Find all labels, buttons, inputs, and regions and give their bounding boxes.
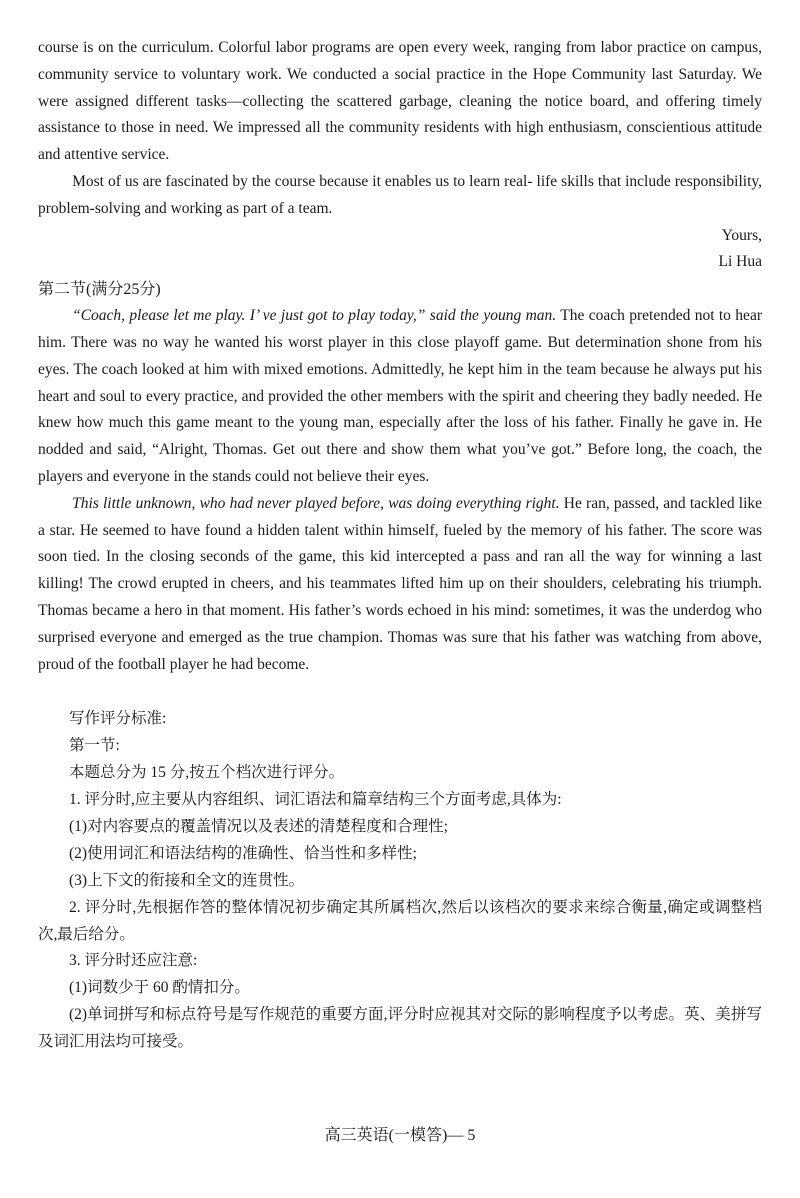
letter-paragraph-1: course is on the curriculum. Colorful labor programs are open every week, ranging from labor practice on campus, community service to voluntary work. We conducted a social practice in the Hope Community last Saturday. We were assigned different tasks—collecting the scattered garbage, cleaning the notice board, and offering timely assistance to those in need. We impressed all the community residents with high enthusiasm, conscientious attitude and attentive service. xyxy=(38,39,762,164)
criteria-rule-1: 1. 评分时,应主要从内容组织、词汇语法和篇章结构三个方面考虑,具体为: xyxy=(69,791,562,809)
criteria-rule-1a: (1)对内容要点的覆盖情况以及表述的清楚程度和合理性; xyxy=(69,817,448,835)
story-paragraph-2 xyxy=(38,491,762,679)
spacer xyxy=(38,678,762,706)
criteria-rule-1c: (3)上下文的衔接和全文的连贯性。 xyxy=(69,871,305,889)
criteria-rule-3: 3. 评分时还应注意: xyxy=(69,952,198,970)
criteria-rule-3a: (1)词数少于 60 酌情扣分。 xyxy=(69,979,250,997)
criteria-title: 写作评分标准: xyxy=(69,710,167,728)
page-content xyxy=(38,35,762,1056)
story-p2-italic: This little unknown, who had never played before, was doing everything right. xyxy=(72,494,560,512)
criteria-rule-3b: (2)单词拼写和标点符号是写作规范的重要方面,评分时应视其对交际的影响程度予以考虑。英、美拼写及词汇用法均可接受。 xyxy=(38,1006,762,1051)
section2-heading: 第二节(满分25分) xyxy=(38,281,161,299)
criteria-rule-2: 2. 评分时,先根据作答的整体情况初步确定其所属档次,然后以该档次的要求来综合衡量,确定或调整档次,最后给分。 xyxy=(38,898,762,943)
story-p1-italic: “Coach, please let me play. I’ ve just got to play today,” said the young man. xyxy=(72,307,557,325)
story-p1-text: The coach pretended not to hear him. There was no way he wanted his worst player in this close playoff game. But determination shone from his eyes. The coach looked at him with mixed emotions. Admittedly, he kept him in the team because he always put his heart and soul to every practice, and provided the other members with the spirit and cheering they badly needed. He knew how much this game meant to the young man, especially after the loss of his father. Finally he gave in. He nodded and said, “Alright, Thomas. Get out there and show them what you’ve got.” Before long, the coach, the players and everyone in the stands could not believe their eyes. xyxy=(38,307,762,485)
letter-signature: Li Hua xyxy=(718,253,762,271)
story-p2-text: He ran, passed, and tackled like a star. He seemed to have found a hidden talent within himself, fueled by the memory of his father. The score was soon tied. In the closing seconds of the game, this kid intercepted a pass and ran all the way for winning a last killing! The crowd erupted in cheers, and his teammates lifted him up on their shoulders, celebrating his triumph. Thomas became a hero in that moment. His father’s words echoed in his mind: sometimes, it was the underdog who surprised everyone and emerged as the true champion. Thomas was sure that his father was watching from above, proud of the football player he had become. xyxy=(38,494,763,673)
criteria-rule-1b: (2)使用词汇和语法结构的准确性、恰当性和多样性; xyxy=(69,844,417,862)
criteria-total: 本题总分为 15 分,按五个档次进行评分。 xyxy=(69,764,345,782)
story-paragraph-1 xyxy=(38,303,762,491)
letter-closing: Yours, xyxy=(721,226,762,244)
page-footer: 高三英语(一模答)— 5 xyxy=(324,1127,476,1144)
criteria-section: 第一节: xyxy=(69,737,120,755)
letter-paragraph-2: Most of us are fascinated by the course because it enables us to learn real- life skills that include responsibility, problem-solving and working as part of a team. xyxy=(38,172,762,217)
